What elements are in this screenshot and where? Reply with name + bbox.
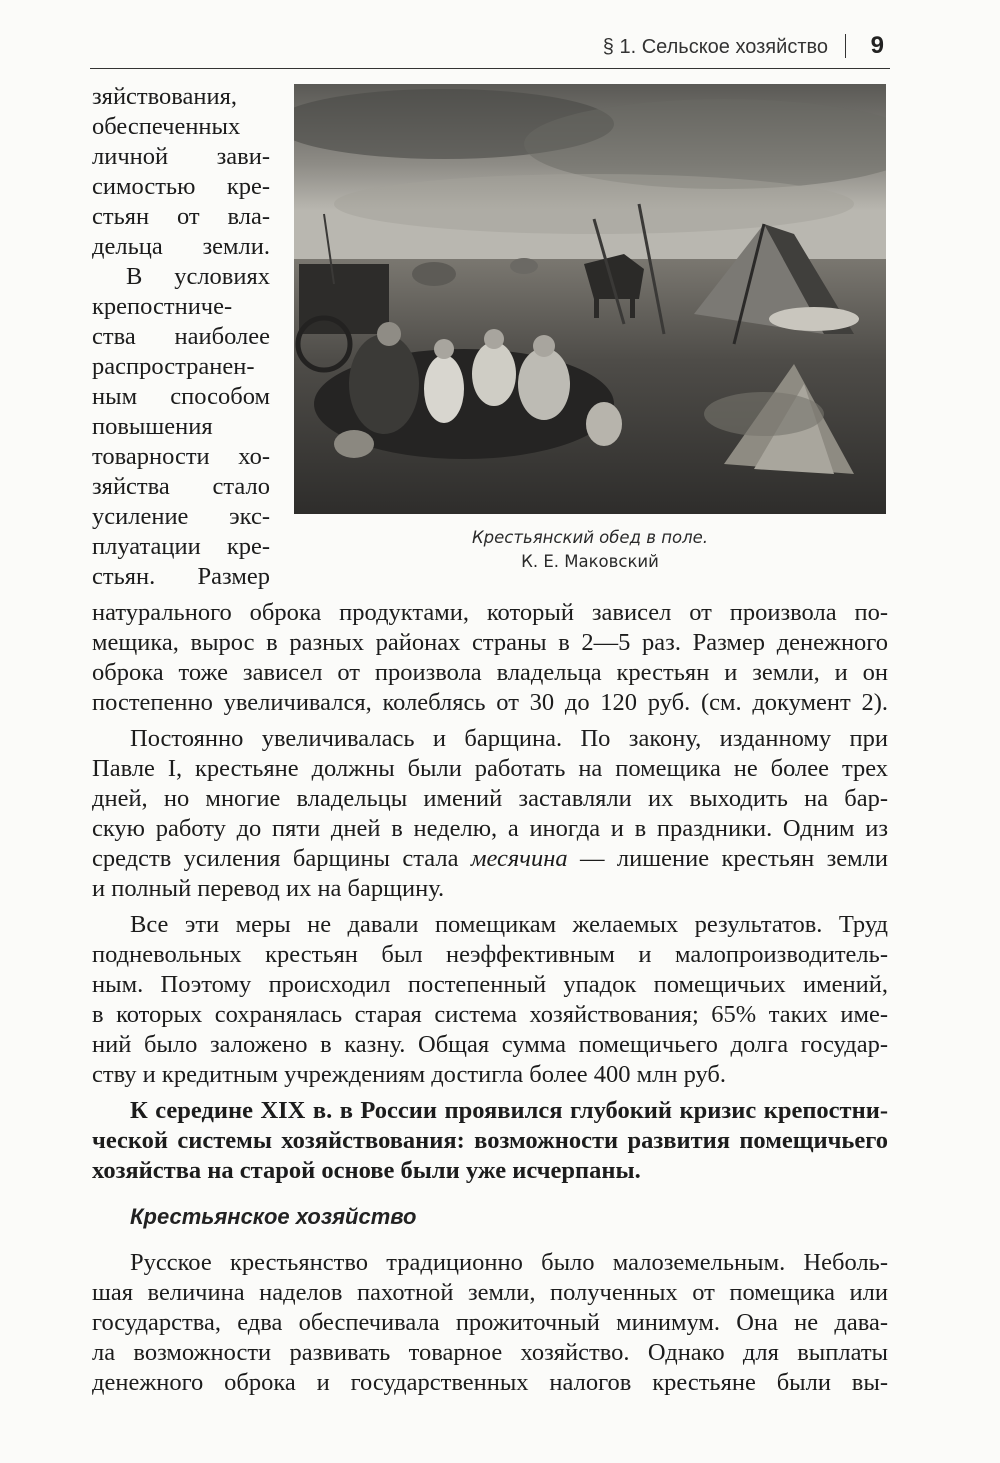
side-text-line: ства наиболее [92,323,270,350]
conclusion-line: К середине XIX в. в России проявился глубокий кризис крепостни- [130,1097,888,1124]
paragraph-line: ству и кредитным учреждениям достигла более 400 млн руб. [92,1061,727,1088]
header-separator [845,34,847,58]
paragraph-line: мещика, вырос в разных районах страны в 2—5 раз. Размер денежного [92,629,888,656]
paragraph-line: в которых сохранялась старая система хозяйствования; 65% таких име- [92,1001,888,1028]
paragraph-line: постепенно увеличивался, колеблясь от 30 до 120 руб. (см. документ 2). [92,689,888,716]
paragraph-text: — лишение крестьян земли [567,845,888,872]
side-text-line: симостью кре- [92,173,270,200]
side-text-line: личной зави- [92,143,270,170]
paragraph-line: подневольных крестьян был неэффективным и малопроизводитель- [92,941,888,968]
paragraph-line: Павле I, крестьяне должны были работать на помещика не более трех [92,755,888,782]
side-text-line: стьян от вла- [92,203,270,230]
figure-caption-title: Крестьянский обед в поле. [471,528,709,547]
paragraph-line: и полный перевод их на барщину. [92,875,445,902]
side-text-line: зяйства стало [92,473,270,500]
paragraph-line: шая величина наделов пахотной земли, полученных от помещика или [92,1279,888,1306]
paragraph-line: оброка тоже зависел от произвола владельца крестьян и земли, и он [92,659,888,686]
paragraph-line: ным. Поэтому происходил постепенный упадок помещичьих имений, [92,971,888,998]
paragraph-line [92,844,888,874]
side-text-line: плуатации кре- [92,533,270,560]
paragraph-line: Русское крестьянство традиционно было малоземельным. Неболь- [130,1249,888,1276]
side-text-line: ным способом [92,383,270,410]
term-mesyachina: месячина [470,845,568,872]
paragraph-line: денежного оброка и государственных налогов крестьяне были вы- [92,1369,888,1396]
side-text-line: В условиях [126,263,270,290]
paragraph-text: средств усиления барщины стала [92,845,471,872]
side-text-line: обеспеченных [92,113,241,140]
conclusion-line: ческой системы хозяйствования: возможности развития помещичьего [92,1127,888,1154]
painting-illustration [294,84,886,514]
side-text-line: зяйствования, [92,83,238,110]
paragraph-line: ла возможности развивать товарное хозяйство. Однако для выплаты [92,1339,888,1366]
section-heading: Крестьянское хозяйство [130,1204,417,1229]
paragraph-line: государства, едва обеспечивала прожиточный минимум. Она не дава- [92,1309,888,1336]
paragraph-line: натурального оброка продуктами, который зависел от произвола по- [92,599,888,626]
side-text-line: крепостниче- [92,293,233,320]
figure-caption-author: К. Е. Маковский [521,552,659,571]
paragraph-line: дней, но многие владельцы имений заставляли их выходить на бар- [92,785,888,812]
side-text-line: усиление экс- [92,503,270,530]
conclusion-line: хозяйства на старой основе были уже исчерпаны. [92,1157,641,1184]
header-section-title: § 1. Сельское хозяйство [602,36,828,58]
page-number: 9 [870,32,884,59]
paragraph-line: ний было заложено в казну. Общая сумма помещичьего долга государ- [92,1031,888,1058]
side-text-line: повышения [92,413,213,440]
side-text-line: распространен- [92,353,255,380]
paragraph-line: Постоянно увеличивалась и барщина. По закону, изданному при [130,725,888,752]
side-text-line: стьян. Размер [92,563,270,590]
side-text-line: дельца земли. [92,233,270,260]
side-text-line: товарности хо- [92,443,270,470]
paragraph-line: Все эти меры не давали помещикам желаемых результатов. Труд [130,911,888,938]
running-header [90,28,890,69]
paragraph-line: скую работу до пяти дней в неделю, а иногда и в праздники. Одним из [92,815,888,842]
